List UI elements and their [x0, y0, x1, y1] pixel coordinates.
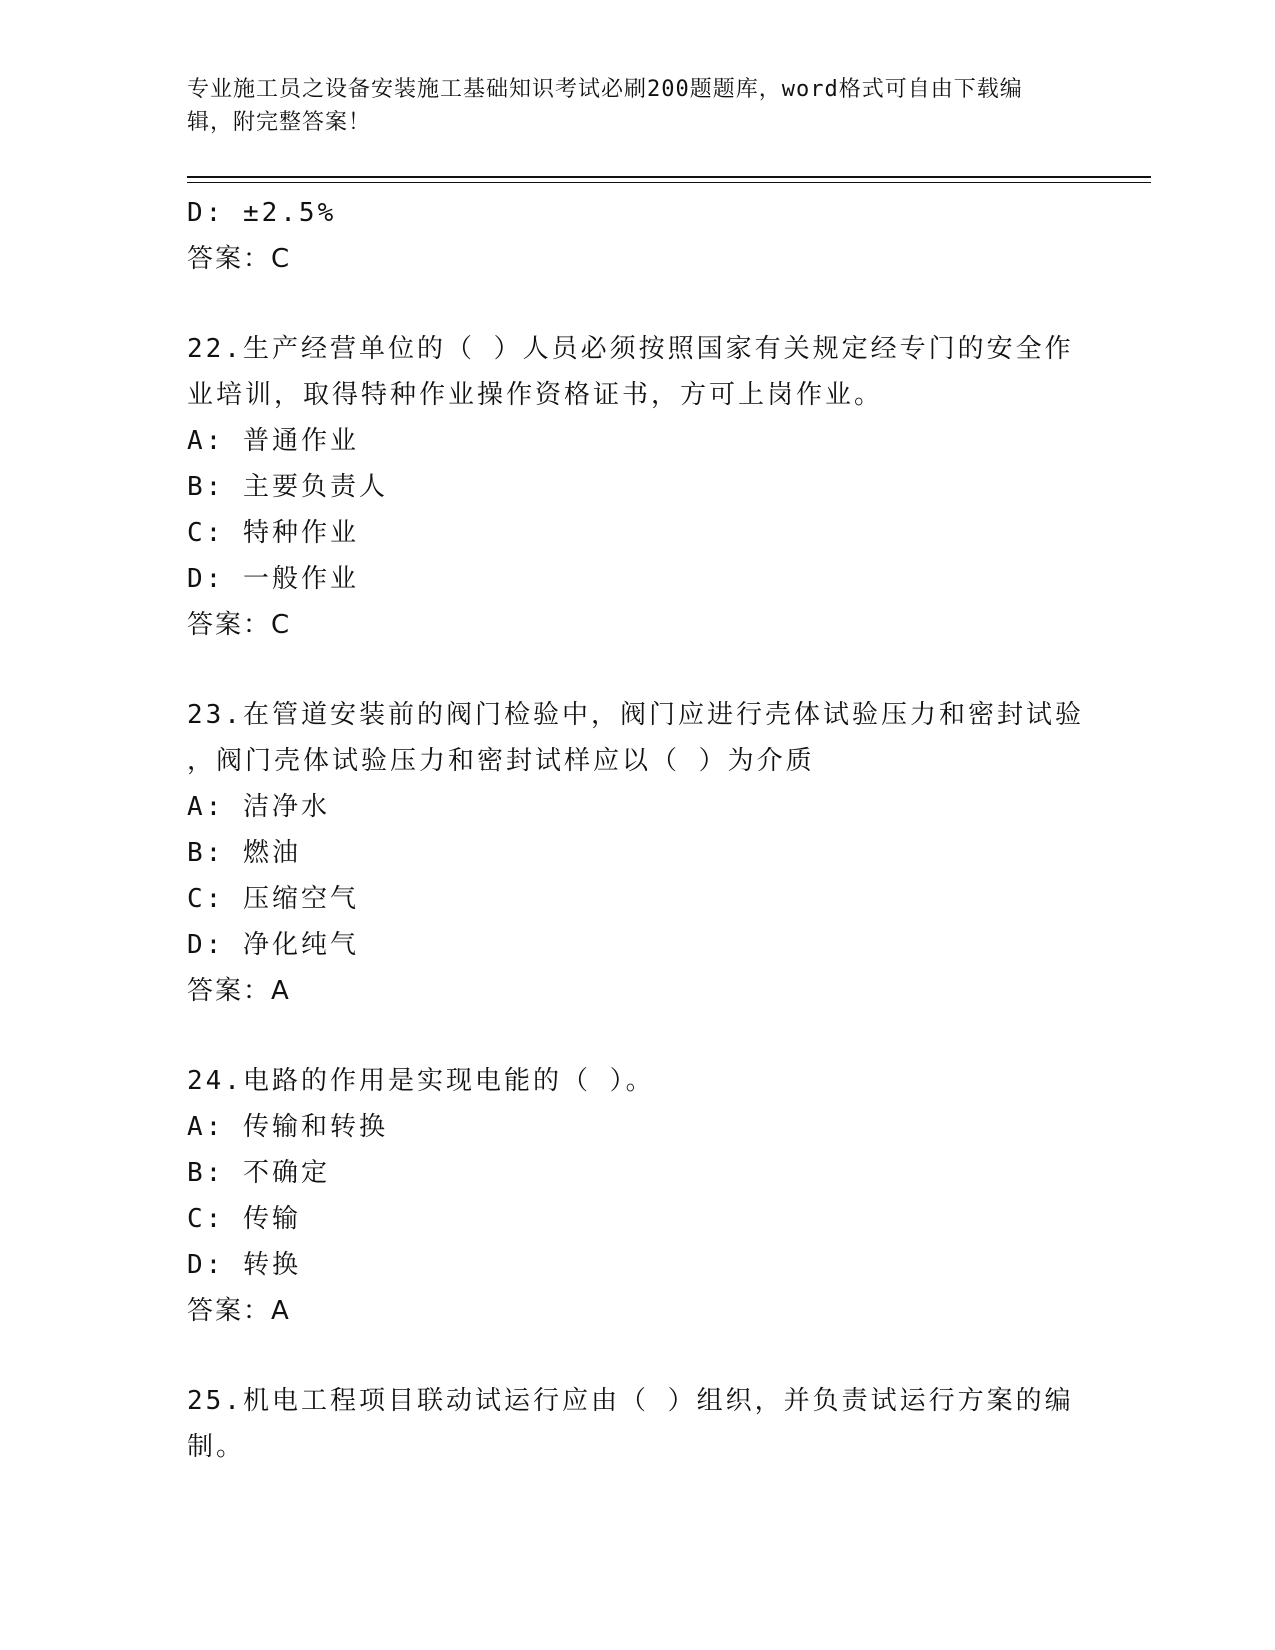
question-22-stem [187, 326, 1087, 418]
question-stem-line: 23.在管道安装前的阀门检验中，阀门应进行壳体试验压力和密封试验 [187, 700, 1084, 730]
question-23-stem [187, 692, 1087, 784]
question-stem-line: 制。 [187, 1432, 246, 1462]
option-b: B: 不确定 [187, 1158, 330, 1188]
option-a: A: 普通作业 [187, 426, 359, 456]
question-25-stem [187, 1378, 1087, 1470]
option-d: D: 净化纯气 [187, 930, 359, 960]
header-divider-thick [187, 176, 1151, 178]
question-gap [187, 282, 1087, 326]
document-header-title: 专业施工员之设备安装施工基础知识考试必刷200题题库，word格式可自由下载编辑，附完整答案！ [187, 77, 1023, 135]
question-stem-line: 业培训，取得特种作业操作资格证书，方可上岗作业。 [187, 380, 884, 410]
question-24-stem [187, 1058, 1087, 1104]
option-a: A: 传输和转换 [187, 1112, 388, 1142]
option-c: C: 传输 [187, 1204, 301, 1234]
option-c: C: 压缩空气 [187, 884, 359, 914]
answer-line: 答案：A [187, 976, 291, 1006]
question-gap [187, 1014, 1087, 1058]
option-c: C: 特种作业 [187, 518, 359, 548]
option-a: A: 洁净水 [187, 792, 330, 822]
answer-line: 答案：C [187, 244, 292, 274]
option-b: B: 燃油 [187, 838, 301, 868]
question-stem-line: 25.机电工程项目联动试运行应由（ ）组织，并负责试运行方案的编 [187, 1386, 1074, 1416]
question-stem-line: ，阀门壳体试验压力和密封试样应以（ ）为介质 [187, 746, 815, 776]
option-d: D: 一般作业 [187, 564, 359, 594]
question-gap [187, 648, 1087, 692]
question-stem-line: 24.电路的作用是实现电能的（ ）。 [187, 1066, 655, 1096]
answer-line: 答案：C [187, 610, 292, 640]
option-d: D: ±2.5% [187, 198, 337, 228]
option-d: D: 转换 [187, 1250, 301, 1280]
option-b: B: 主要负责人 [187, 472, 388, 502]
question-stem-line: 22.生产经营单位的（ ）人员必须按照国家有关规定经专门的安全作 [187, 334, 1074, 364]
question-list [187, 190, 1087, 1470]
header-divider-thin [187, 182, 1151, 183]
question-gap [187, 1334, 1087, 1378]
answer-line: 答案：A [187, 1296, 291, 1326]
